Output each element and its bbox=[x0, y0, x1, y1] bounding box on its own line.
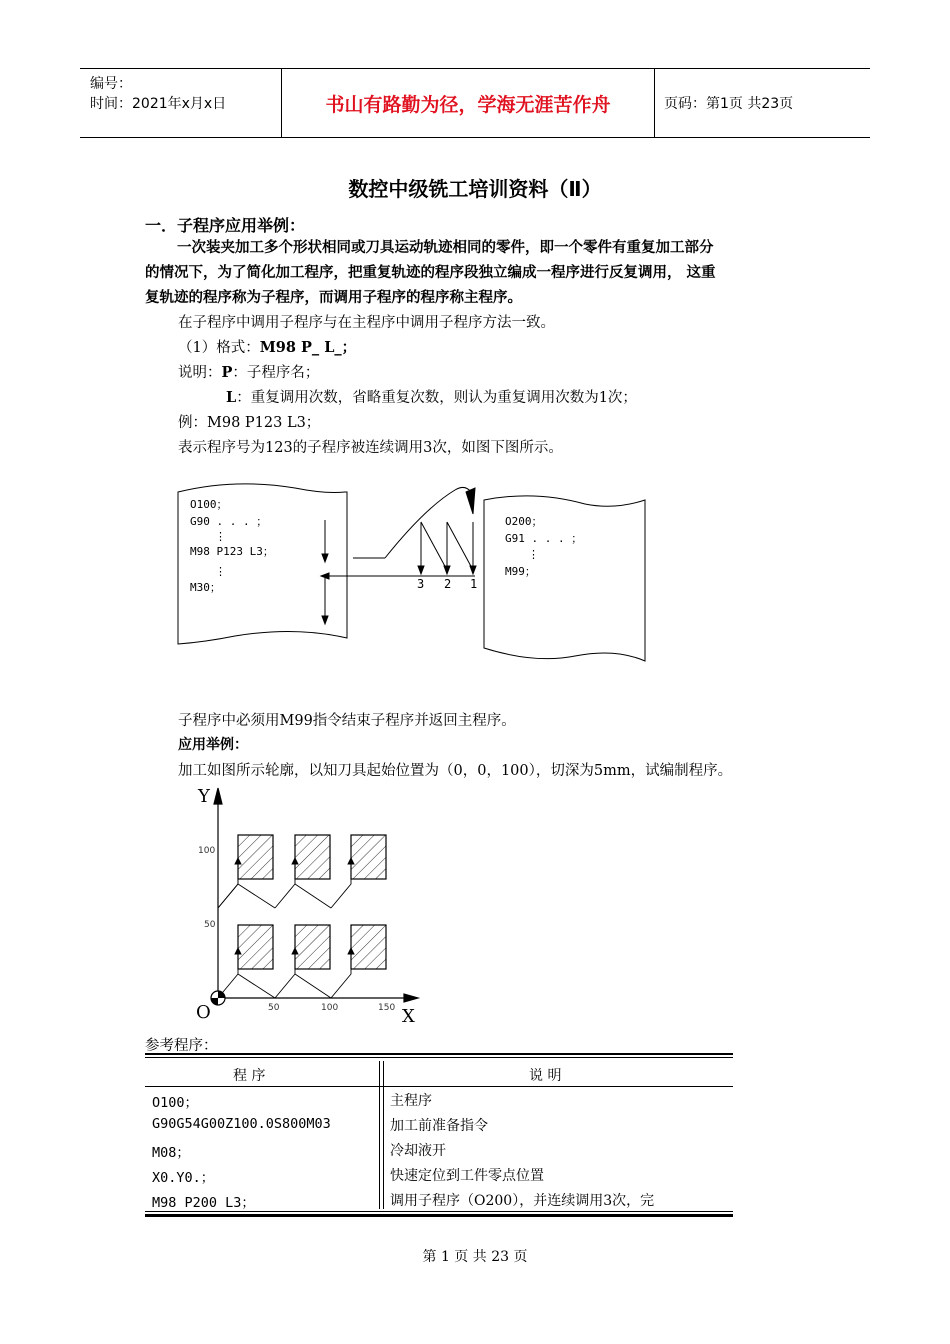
page-title: 数控中级铣工培训资料（Ⅱ） bbox=[348, 177, 602, 201]
row-note: 加工前准备指令 bbox=[390, 1118, 488, 1134]
subprogram-call-diagram bbox=[175, 478, 655, 668]
desc-l-line bbox=[226, 386, 637, 407]
para-2: 在子程序中调用子程序与在主程序中调用子程序方法一致。 bbox=[178, 315, 555, 331]
motto: 书山有路勤为径，学海无涯苦作舟 bbox=[281, 69, 655, 137]
format-code: M98 P_ L_； bbox=[259, 339, 357, 356]
row-code: G90G54G00Z100.0S800M03 bbox=[152, 1116, 331, 1132]
document-header bbox=[80, 68, 870, 138]
col-program-header: 程 序 bbox=[233, 1068, 266, 1084]
table-row bbox=[145, 1162, 733, 1187]
table-row bbox=[145, 1112, 733, 1137]
y-tick-50: 50 bbox=[204, 920, 216, 930]
sub-line-4: M99； bbox=[505, 565, 536, 578]
part-bottom-2 bbox=[295, 925, 330, 969]
intro-paragraph bbox=[145, 236, 810, 311]
col-note-header: 说 明 bbox=[529, 1068, 562, 1084]
origin-label: O bbox=[196, 1002, 211, 1023]
app-text: 加工如图所示轮廓，以知刀具起始位置为（0，0，100），切深为5mm，试编制程序。 bbox=[178, 763, 733, 779]
table-row bbox=[145, 1187, 733, 1212]
main-line-3: ⋮ bbox=[215, 530, 226, 543]
part-top-2 bbox=[295, 835, 330, 879]
x-axis-label: X bbox=[402, 1006, 415, 1025]
x-tick-50: 50 bbox=[268, 1003, 280, 1013]
main-line-4: M98 P123 L3； bbox=[190, 545, 274, 558]
desc-label: 说明： bbox=[178, 365, 222, 381]
desc-p-key: P bbox=[221, 364, 233, 381]
row-note: 冷却液开 bbox=[390, 1143, 446, 1159]
table-row bbox=[145, 1137, 733, 1162]
row-code: M08； bbox=[152, 1145, 190, 1161]
part-top-3 bbox=[351, 835, 386, 879]
page-footer: 第 1 页 共 23 页 bbox=[422, 1249, 528, 1265]
contour-diagram bbox=[180, 780, 430, 1025]
main-line-1: O100； bbox=[190, 498, 228, 511]
sub-line-1: O200； bbox=[505, 515, 543, 528]
desc-l-key: L bbox=[226, 389, 237, 406]
desc-l-text: ：重复调用次数，省略重复次数，则认为重复调用次数为1次； bbox=[236, 390, 637, 406]
table-top-border bbox=[145, 1053, 733, 1058]
row-code: O100； bbox=[152, 1095, 199, 1111]
call-label-2: 2 bbox=[444, 577, 452, 591]
part-bottom-3 bbox=[351, 925, 386, 969]
m99-note: 子程序中必须用M99指令结束子程序并返回主程序。 bbox=[178, 713, 516, 729]
main-line-5: ⋮ bbox=[215, 565, 226, 578]
intro-line-2: 的情况下，为了简化加工程序，把重复轨迹的程序段独立编成一程序进行反复调用， 这重 bbox=[145, 265, 716, 281]
table-header bbox=[145, 1061, 733, 1086]
desc-p-text: ：子程序名； bbox=[232, 365, 320, 381]
row-note: 主程序 bbox=[390, 1093, 432, 1109]
table-row bbox=[145, 1087, 733, 1112]
example-note: 表示程序号为123的子程序被连续调用3次，如图下图所示。 bbox=[178, 440, 563, 456]
row-note: 调用子程序（O200），并连续调用3次，完 bbox=[390, 1193, 655, 1209]
y-tick-100: 100 bbox=[198, 846, 216, 856]
row-code: M98 P200 L3； bbox=[152, 1195, 255, 1211]
time-label: 时间：2021年x月x日 bbox=[90, 96, 227, 112]
number-label: 编号： bbox=[90, 76, 132, 92]
reference-label: 参考程序： bbox=[145, 1038, 218, 1054]
format-label: （1）格式： bbox=[178, 340, 260, 356]
row-code: X0.Y0.； bbox=[152, 1170, 215, 1186]
page-label: 页码：第1页 共23页 bbox=[664, 96, 794, 112]
main-line-6: M30； bbox=[190, 581, 221, 594]
call-label-1: 1 bbox=[470, 577, 478, 591]
section-heading: 一．子程序应用举例： bbox=[145, 216, 306, 235]
sub-line-2: G91 . . . ； bbox=[505, 532, 583, 545]
example-line: 例：M98 P123 L3； bbox=[178, 415, 321, 431]
row-note: 快速定位到工件零点位置 bbox=[390, 1168, 544, 1184]
intro-line-3: 复轨迹的程序称为子程序，而调用子程序的程序称主程序。 bbox=[145, 290, 522, 306]
sub-line-3: ⋮ bbox=[528, 548, 539, 561]
x-tick-100: 100 bbox=[321, 1003, 339, 1013]
y-axis-label: Y bbox=[198, 786, 210, 807]
main-line-2: G90 . . . ； bbox=[190, 515, 268, 528]
x-tick-150: 150 bbox=[378, 1003, 396, 1013]
header-left-cell bbox=[80, 69, 280, 137]
format-line bbox=[178, 336, 356, 357]
app-heading: 应用举例： bbox=[178, 737, 248, 753]
call-label-3: 3 bbox=[417, 577, 425, 591]
part-top-1 bbox=[238, 835, 273, 879]
table-bottom-border bbox=[145, 1211, 733, 1217]
part-bottom-1 bbox=[238, 925, 273, 969]
desc-p-line bbox=[178, 361, 319, 382]
intro-line-1: 一次装夹加工多个形状相同或刀具运动轨迹相同的零件，即一个零件有重复加工部分 bbox=[177, 240, 714, 256]
